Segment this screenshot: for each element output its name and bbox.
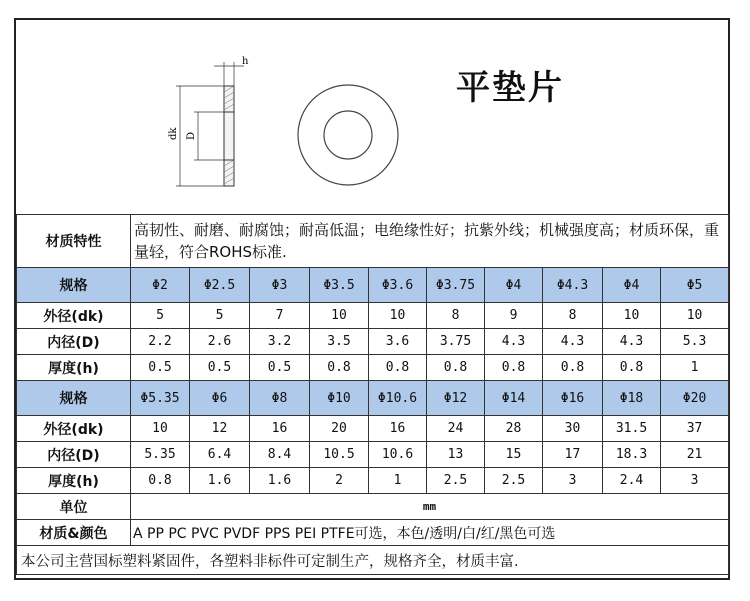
footer-text: 本公司主营国标塑料紧固件，各塑料非标件可定制生产，规格齐全，材质丰富. — [17, 546, 729, 575]
row-label: 内径(D) — [17, 329, 131, 355]
table2-spec-row — [17, 381, 729, 416]
spec-cell: Φ3.75 — [427, 268, 485, 303]
value-cell: 17 — [543, 442, 603, 468]
table1-spec-row — [17, 268, 729, 303]
spec-cell: Φ14 — [485, 381, 543, 416]
spec-cell: Φ4 — [485, 268, 543, 303]
material-text: A PP PC PVC PVDF PPS PEI PTFE可选，本色/透明/白/红/黑色可选 — [131, 520, 729, 546]
value-cell: 5 — [190, 303, 250, 329]
spec-cell: Φ4.3 — [543, 268, 603, 303]
value-cell: 10 — [369, 303, 427, 329]
value-cell: 16 — [250, 416, 310, 442]
value-cell: 6.4 — [190, 442, 250, 468]
spec-cell: Φ2.5 — [190, 268, 250, 303]
value-cell: 0.5 — [250, 355, 310, 381]
spec-cell: Φ8 — [250, 381, 310, 416]
value-cell: 2.5 — [485, 468, 543, 494]
value-cell: 3.75 — [427, 329, 485, 355]
unit-value: mm — [131, 494, 729, 520]
value-cell: 21 — [661, 442, 729, 468]
washer-drawing — [16, 20, 728, 214]
value-cell: 12 — [190, 416, 250, 442]
row-label: 外径(dk) — [17, 303, 131, 329]
table2-thickness-row — [17, 468, 729, 494]
value-cell: 13 — [427, 442, 485, 468]
value-cell: 5 — [131, 303, 190, 329]
spec-cell: Φ2 — [131, 268, 190, 303]
row-label: 厚度(h) — [17, 355, 131, 381]
table1-inner-row — [17, 329, 729, 355]
value-cell: 1 — [661, 355, 729, 381]
value-cell: 28 — [485, 416, 543, 442]
value-cell: 9 — [485, 303, 543, 329]
spec-cell: Φ3.5 — [310, 268, 369, 303]
value-cell: 8 — [427, 303, 485, 329]
value-cell: 4.3 — [485, 329, 543, 355]
value-cell: 5.3 — [661, 329, 729, 355]
table2-outer-row — [17, 416, 729, 442]
spec-cell: Φ5 — [661, 268, 729, 303]
value-cell: 3 — [661, 468, 729, 494]
spec-label: 规格 — [17, 268, 131, 303]
label-D: D — [186, 131, 197, 140]
value-cell: 0.8 — [543, 355, 603, 381]
row-label: 内径(D) — [17, 442, 131, 468]
value-cell: 2.6 — [190, 329, 250, 355]
table2-inner-row — [17, 442, 729, 468]
value-cell: 15 — [485, 442, 543, 468]
value-cell: 0.8 — [485, 355, 543, 381]
label-h: h — [242, 56, 249, 67]
value-cell: 10.6 — [369, 442, 427, 468]
value-cell: 10 — [310, 303, 369, 329]
row-label: 外径(dk) — [17, 416, 131, 442]
value-cell: 5.35 — [131, 442, 190, 468]
value-cell: 8.4 — [250, 442, 310, 468]
spec-table — [16, 214, 729, 575]
material-row — [17, 520, 729, 546]
value-cell: 0.8 — [603, 355, 661, 381]
spec-cell: Φ6 — [190, 381, 250, 416]
properties-row — [17, 215, 729, 268]
value-cell: 31.5 — [603, 416, 661, 442]
value-cell: 16 — [369, 416, 427, 442]
footer-row — [17, 546, 729, 575]
value-cell: 10 — [603, 303, 661, 329]
value-cell: 8 — [543, 303, 603, 329]
washer-front-view — [298, 85, 398, 185]
value-cell: 3.6 — [369, 329, 427, 355]
properties-label: 材质特性 — [17, 215, 131, 268]
value-cell: 1 — [369, 468, 427, 494]
spec-cell: Φ10.6 — [369, 381, 427, 416]
table1-thickness-row — [17, 355, 729, 381]
value-cell: 24 — [427, 416, 485, 442]
value-cell: 1.6 — [250, 468, 310, 494]
spec-cell: Φ3 — [250, 268, 310, 303]
value-cell: 4.3 — [543, 329, 603, 355]
material-label: 材质&颜色 — [17, 520, 131, 546]
value-cell: 18.3 — [603, 442, 661, 468]
spec-cell: Φ18 — [603, 381, 661, 416]
table1-outer-row — [17, 303, 729, 329]
value-cell: 0.5 — [190, 355, 250, 381]
spec-sheet — [14, 18, 730, 580]
value-cell: 10.5 — [310, 442, 369, 468]
washer-side-view — [176, 62, 244, 186]
spec-label: 规格 — [17, 381, 131, 416]
value-cell: 0.8 — [131, 468, 190, 494]
label-dk: dk — [168, 127, 179, 140]
value-cell: 3.2 — [250, 329, 310, 355]
unit-row — [17, 494, 729, 520]
spec-cell: Φ10 — [310, 381, 369, 416]
properties-text: 高韧性、耐磨、耐腐蚀；耐高低温；电绝缘性好；抗紫外线；机械强度高；材质环保，重量轻，符合ROHS标准. — [131, 215, 729, 268]
value-cell: 0.5 — [131, 355, 190, 381]
spec-cell: Φ20 — [661, 381, 729, 416]
value-cell: 4.3 — [603, 329, 661, 355]
value-cell: 10 — [131, 416, 190, 442]
value-cell: 10 — [661, 303, 729, 329]
value-cell: 2.5 — [427, 468, 485, 494]
value-cell: 3.5 — [310, 329, 369, 355]
value-cell: 2.4 — [603, 468, 661, 494]
spec-cell: Φ4 — [603, 268, 661, 303]
value-cell: 37 — [661, 416, 729, 442]
value-cell: 0.8 — [427, 355, 485, 381]
spec-cell: Φ12 — [427, 381, 485, 416]
value-cell: 0.8 — [369, 355, 427, 381]
page-title: 平垫片 — [456, 68, 564, 108]
spec-cell: Φ16 — [543, 381, 603, 416]
value-cell: 0.8 — [310, 355, 369, 381]
value-cell: 30 — [543, 416, 603, 442]
value-cell: 3 — [543, 468, 603, 494]
spec-cell: Φ3.6 — [369, 268, 427, 303]
spec-cell: Φ5.35 — [131, 381, 190, 416]
value-cell: 7 — [250, 303, 310, 329]
row-label: 厚度(h) — [17, 468, 131, 494]
value-cell: 1.6 — [190, 468, 250, 494]
value-cell: 20 — [310, 416, 369, 442]
unit-label: 单位 — [17, 494, 131, 520]
value-cell: 2 — [310, 468, 369, 494]
value-cell: 2.2 — [131, 329, 190, 355]
